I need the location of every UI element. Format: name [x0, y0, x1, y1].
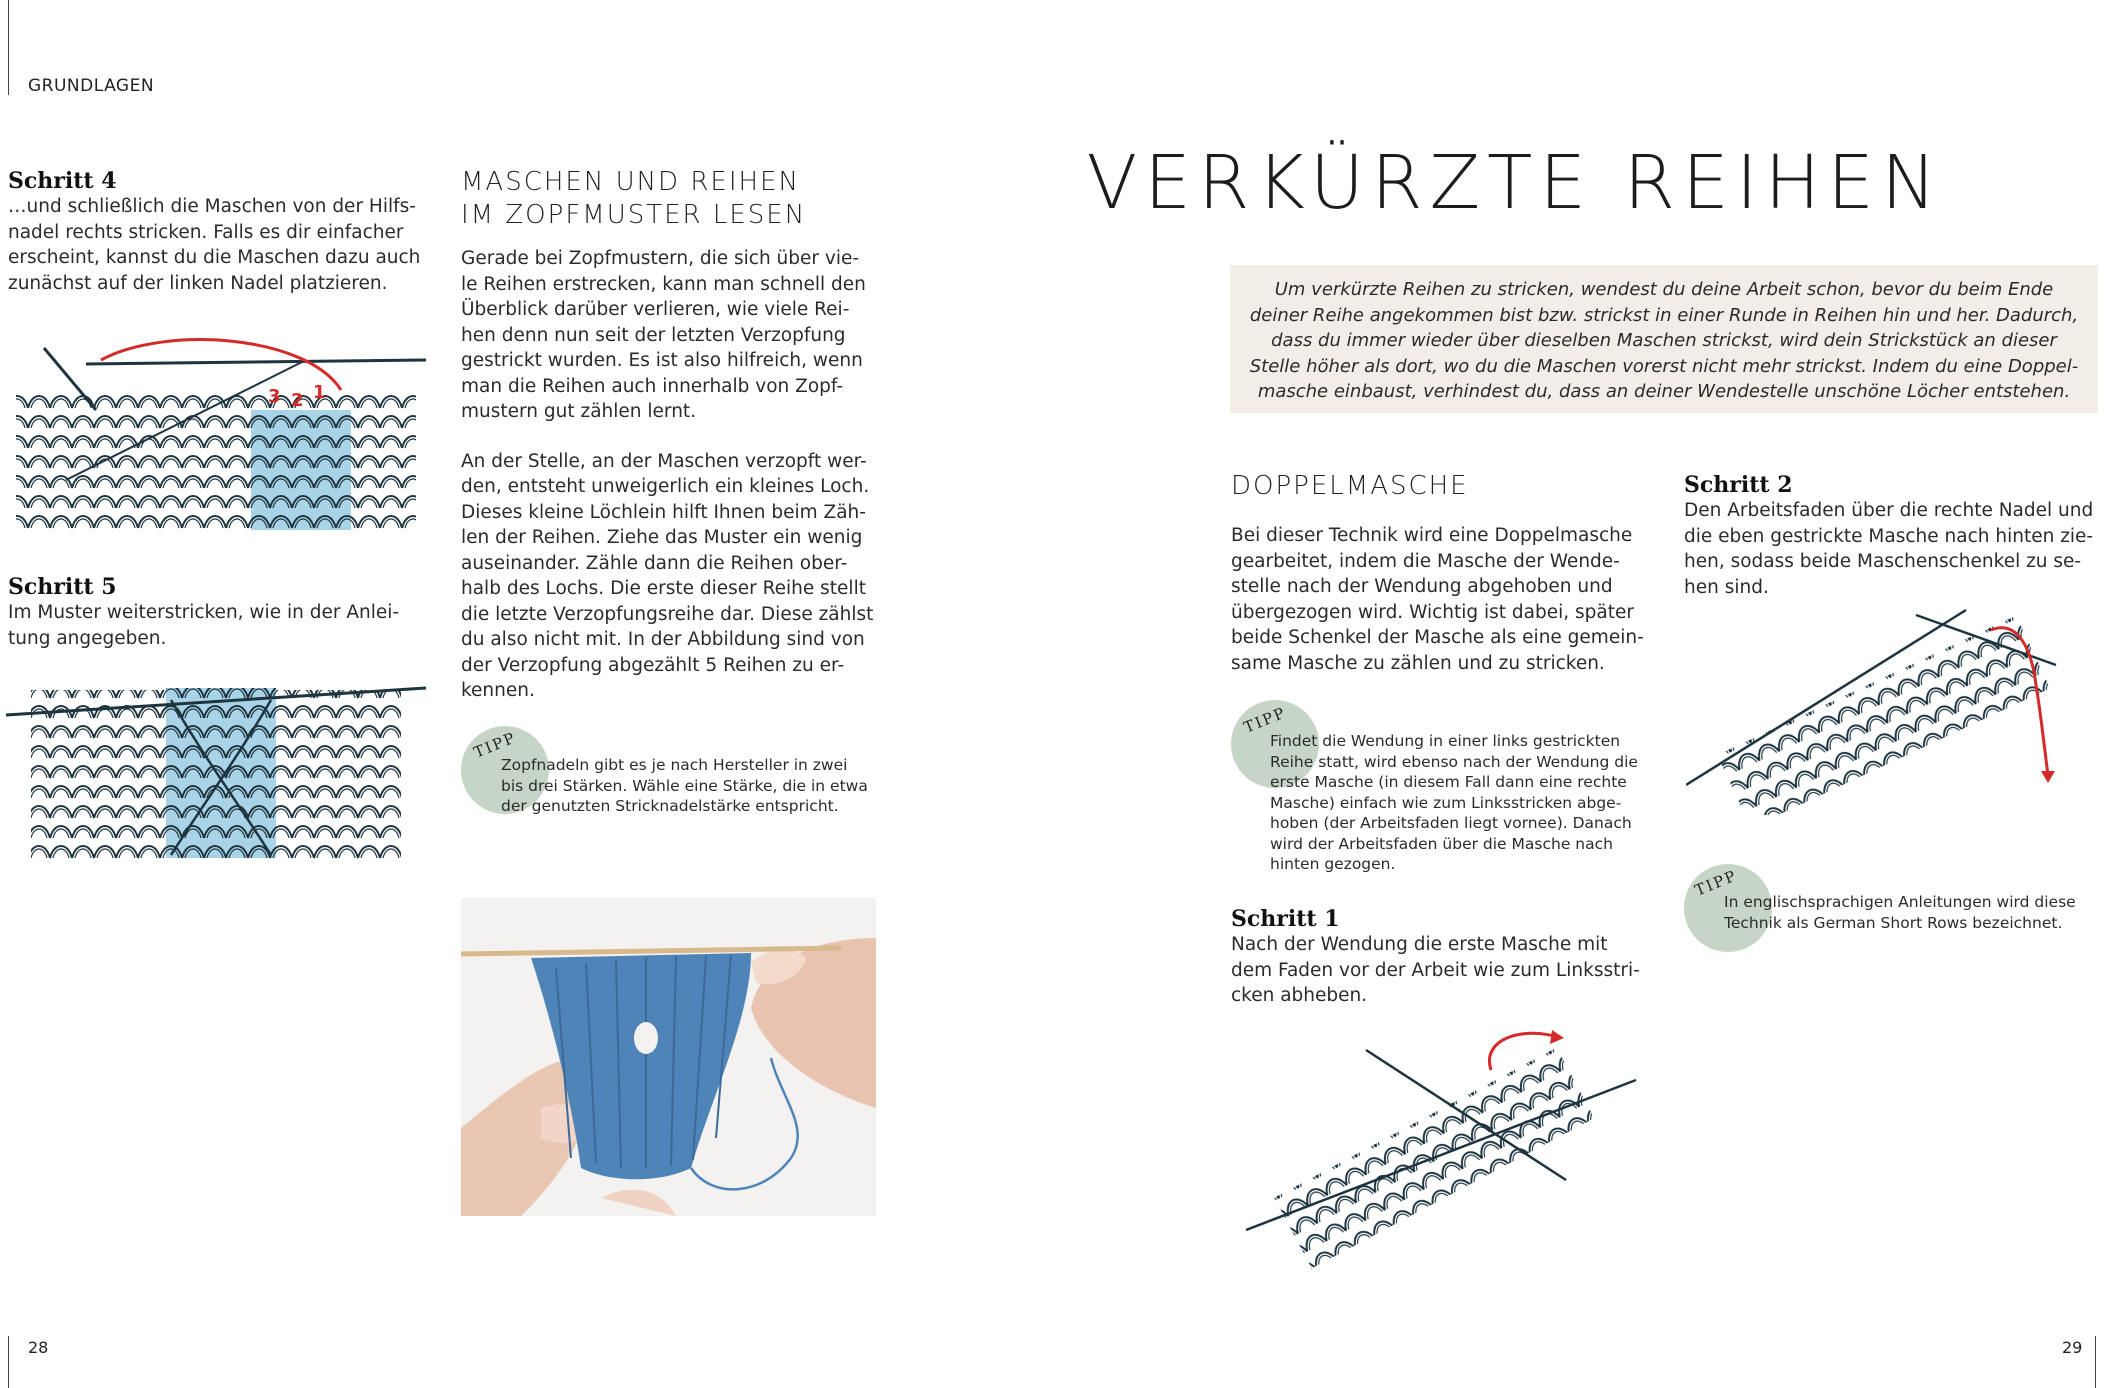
- step4-illustration: [6, 330, 430, 548]
- step2-title: Schritt 2: [1684, 472, 1793, 498]
- zopf-heading: MASCHEN UND REIHEN IM ZOPFMUSTER LESEN: [461, 167, 807, 230]
- tip2-text: In englischsprachigen Anleitungen wird diese Technik als German Short Rows bezeichnet.: [1724, 893, 2076, 932]
- red-arrow-head: [1550, 1030, 1564, 1044]
- step5-illustration: [6, 660, 430, 878]
- tip1-text: Findet die Wendung in einer links gestrickten Reihe statt, wird ebenso nach der Wendung die erste Masche (in diesem Fall dann eine rechte Masche) einfach wie zum Linksstricken abge- hoben (der Arbeitsfaden liegt vornee). Danach wird der Arbeitsfaden über die Masche nach hinten gezogen.: [1270, 732, 1638, 873]
- step2-illustration: [1686, 605, 2081, 815]
- page-title: VERKÜRZTE REIHEN: [1086, 140, 1944, 226]
- red-arrow-head: [2041, 771, 2055, 783]
- marker-1: 1: [313, 382, 326, 403]
- step2-text: Den Arbeitsfaden über die rechte Nadel und die eben gestrickte Masche nach hinten zie- hen, sodass beide Maschenschenkel zu se- hen sind.: [1684, 500, 2094, 598]
- step5-title: Schritt 5: [8, 574, 117, 600]
- knitting-needle: [86, 360, 426, 364]
- doppelmasche-text: Bei dieser Technik wird eine Doppelmasche gearbeitet, indem die Masche der Wende- stelle nach der Wendung abgehoben und übergezogen wird. Wichtig ist dabei, später beide Schenkel der Masche als eine gemein- same Masche zu zählen und zu stricken.: [1231, 525, 1644, 674]
- step5-text: Im Muster weiterstricken, wie in der Anlei- tung angegeben.: [8, 602, 400, 649]
- page-margin-line-bottom: [8, 1336, 9, 1388]
- tip1-label: TIPP: [1241, 703, 1289, 737]
- tip-label: TIPP: [471, 728, 519, 762]
- page-margin-line-bottom-right: [2095, 1336, 2096, 1388]
- cable-stitches: [251, 410, 351, 530]
- zopf-paragraph-1: Gerade bei Zopfmustern, die sich über vie- le Reihen erstrecken, kann man schnell den Überblick darüber verlieren, wie viele Rei- hen denn nun seit der letzten Verzopfung gestrickt wurden. Es ist also hilfreich, wenn man die Reihen auch innerhalb von Zopf- mustern gut zählen lernt.: [461, 248, 866, 422]
- cable-photo-art: [461, 898, 876, 1216]
- intro-box: [1230, 265, 2098, 413]
- doppelmasche-section: [1231, 470, 1661, 676]
- step4-block: [8, 168, 428, 296]
- page-margin-line-top: [8, 0, 9, 95]
- tip2-label: TIPP: [1692, 866, 1740, 900]
- zopf-section: [461, 166, 881, 704]
- knitting-needle-left: [1246, 1080, 1636, 1230]
- page-number-right: 29: [2062, 1338, 2083, 1357]
- marker-2: 2: [291, 390, 304, 411]
- step1-block: [1231, 906, 1661, 1009]
- zopf-paragraph-2: An der Stelle, an der Maschen verzopft wer- den, entsteht unweigerlich ein kleines Loch. Dieses kleine Löchlein hilft Ihnen beim Zäh- len der Reihen. Ziehe das Muster ein wenig auseinander. Zähle dann die Reihen ober- halb des Lochs. Die erste dieser Reihe stellt die letzte Verzopfungsreihe dar. Diese zählst du also nicht mit. In der Abbildung sind von der Verzopfung abgezählt 5 Reihen zu er- kennen.: [461, 450, 874, 701]
- cable-stitches: [166, 688, 276, 858]
- step1-title: Schritt 1: [1231, 906, 1340, 932]
- step4-title: Schritt 4: [8, 168, 117, 194]
- step1-text: Nach der Wendung die erste Masche mit dem Faden vor der Arbeit wie zum Linksstri- cken abheben.: [1231, 934, 1640, 1006]
- doppelmasche-heading: DOPPELMASCHE: [1231, 471, 1469, 501]
- step2-block: [1684, 472, 2099, 600]
- step4-text: …und schließlich die Maschen von der Hilfs- nadel rechts stricken. Falls es dir einfacher erscheint, kannst du die Maschen dazu auch zunächst auf der linken Nadel platzieren.: [8, 196, 421, 294]
- cable-hole: [634, 1022, 658, 1054]
- cable-photo: [461, 898, 876, 1216]
- step5-block: [8, 574, 428, 651]
- tip-text: Zopfnadeln gibt es je nach Hersteller in zwei bis drei Stärken. Wähle eine Stärke, die in etwa der genutzten Stricknadelstärke entspricht.: [501, 756, 868, 815]
- section-label: GRUNDLAGEN: [28, 76, 155, 96]
- intro-text: Um verkürzte Reihen zu stricken, wendest du deine Arbeit schon, bevor du beim Ende deiner Reihe angekommen bist bzw. strickst in einer Runde in Reihen hin und her. Dadurch, dass du immer wieder über dieselben Maschen strickst, wird dein Strickstück an dieser Stelle höher als dort, wo du die Maschen vorerst nicht mehr strickst. Indem du eine Doppel- masche einbaust, verhindest du, dass an deiner Wendestelle unschöne Löcher entstehen.: [1249, 279, 2079, 402]
- page-number-left: 28: [28, 1338, 49, 1357]
- step1-illustration: [1236, 1020, 1646, 1270]
- knit-fabric: [16, 390, 416, 530]
- marker-3: 3: [268, 386, 281, 407]
